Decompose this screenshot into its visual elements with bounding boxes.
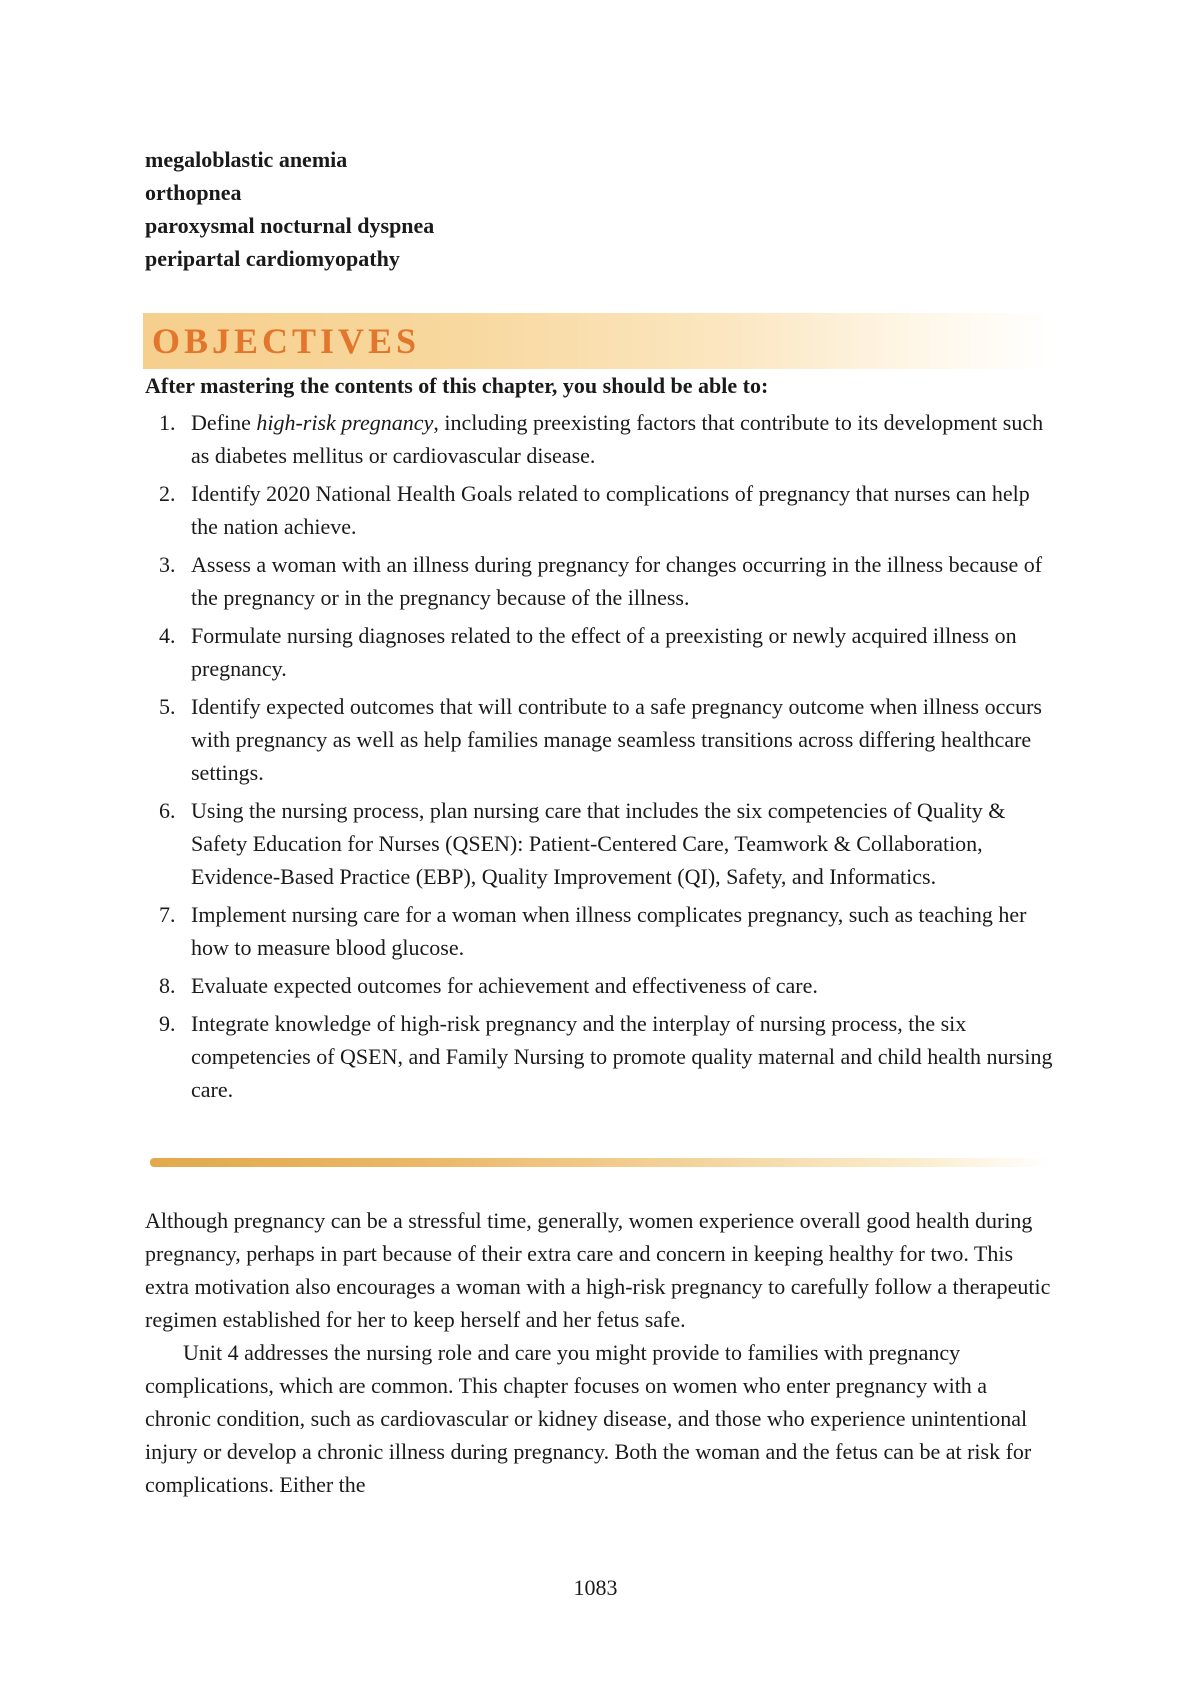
objective-item [145, 794, 1057, 893]
key-term: orthopnea [145, 180, 242, 205]
objective-text: Formulate nursing diagnoses related to the effect of a preexisting or newly acquired illness on pregnancy. [191, 623, 1017, 681]
objective-item [145, 619, 1057, 685]
objectives-bottom-rule [150, 1158, 1050, 1167]
key-term: paroxysmal nocturnal dyspnea [145, 213, 435, 238]
body-paragraph: Although pregnancy can be a stressful time, generally, women experience overall good health during pregnancy, perhaps in part because of their extra care and concern in keeping healthy for two. This extra motivation also encourages a woman with a high-risk pregnancy to carefully follow a therapeutic regimen established for her to keep herself and her fetus safe. [145, 1208, 1051, 1332]
key-term: peripartal cardiomyopathy [145, 246, 400, 271]
objective-number: 2. [159, 481, 176, 506]
objective-text: Using the nursing process, plan nursing care that includes the six competencies of Quality & Safety Education for Nurses (QSEN): Patient-Centered Care, Teamwork & Collaboration, Evidence-Based Practice (EBP), Quality Improvement (QI), Safety, and Informatics. [191, 798, 1006, 889]
objectives-intro: After mastering the contents of this chapter, you should be able to: [145, 373, 769, 398]
objective-number: 9. [159, 1011, 176, 1036]
objective-emphasis: high-risk pregnancy [256, 410, 434, 435]
page-number: 1083 [573, 1575, 618, 1600]
key-terms-list [145, 143, 434, 275]
objective-item [145, 969, 1057, 1002]
body-paragraph: Unit 4 addresses the nursing role and care you might provide to families with pregnancy complications, which are common. This chapter focuses on women who enter pregnancy with a chronic condition, such as cardiovascular or kidney disease, and those who experience unintentional injury or develop a chronic illness during pregnancy. Both the woman and the fetus can be at risk for complications. Either the [145, 1340, 1032, 1497]
objectives-heading: OBJECTIVES [152, 321, 421, 361]
objective-text: , including preexisting factors that contribute to its development such as diabetes mellitus or cardiovascular disease. [191, 410, 1044, 468]
objective-text: Identify expected outcomes that will contribute to a safe pregnancy outcome when illness occurs with pregnancy as well as help families manage seamless transitions across differing healthcare settings. [191, 694, 1042, 785]
objective-text: Identify 2020 National Health Goals related to complications of pregnancy that nurses can help the nation achieve. [191, 481, 1030, 539]
objective-number: 3. [159, 552, 176, 577]
objective-text: Integrate knowledge of high-risk pregnancy and the interplay of nursing process, the six competencies of QSEN, and Family Nursing to promote quality maternal and child health nursing care. [191, 1011, 1053, 1102]
objective-item [145, 548, 1057, 614]
objective-number: 1. [159, 410, 176, 435]
objective-item [145, 1007, 1057, 1106]
body-text [145, 1204, 1055, 1501]
objective-number: 7. [159, 902, 176, 927]
objective-number: 8. [159, 973, 176, 998]
objective-item [145, 477, 1057, 543]
objectives-list [145, 406, 1057, 1111]
objective-item [145, 406, 1057, 472]
objective-item [145, 898, 1057, 964]
objective-text: Assess a woman with an illness during pregnancy for changes occurring in the illness because of the pregnancy or in the pregnancy because of the illness. [191, 552, 1043, 610]
objective-number: 5. [159, 694, 176, 719]
objective-item [145, 690, 1057, 789]
objective-number: 6. [159, 798, 176, 823]
objective-number: 4. [159, 623, 176, 648]
key-term: megaloblastic anemia [145, 147, 348, 172]
objective-text: Define [191, 410, 257, 435]
objective-text: Implement nursing care for a woman when illness complicates pregnancy, such as teaching her how to measure blood glucose. [191, 902, 1027, 960]
objective-text: Evaluate expected outcomes for achievement and effectiveness of care. [191, 973, 818, 998]
